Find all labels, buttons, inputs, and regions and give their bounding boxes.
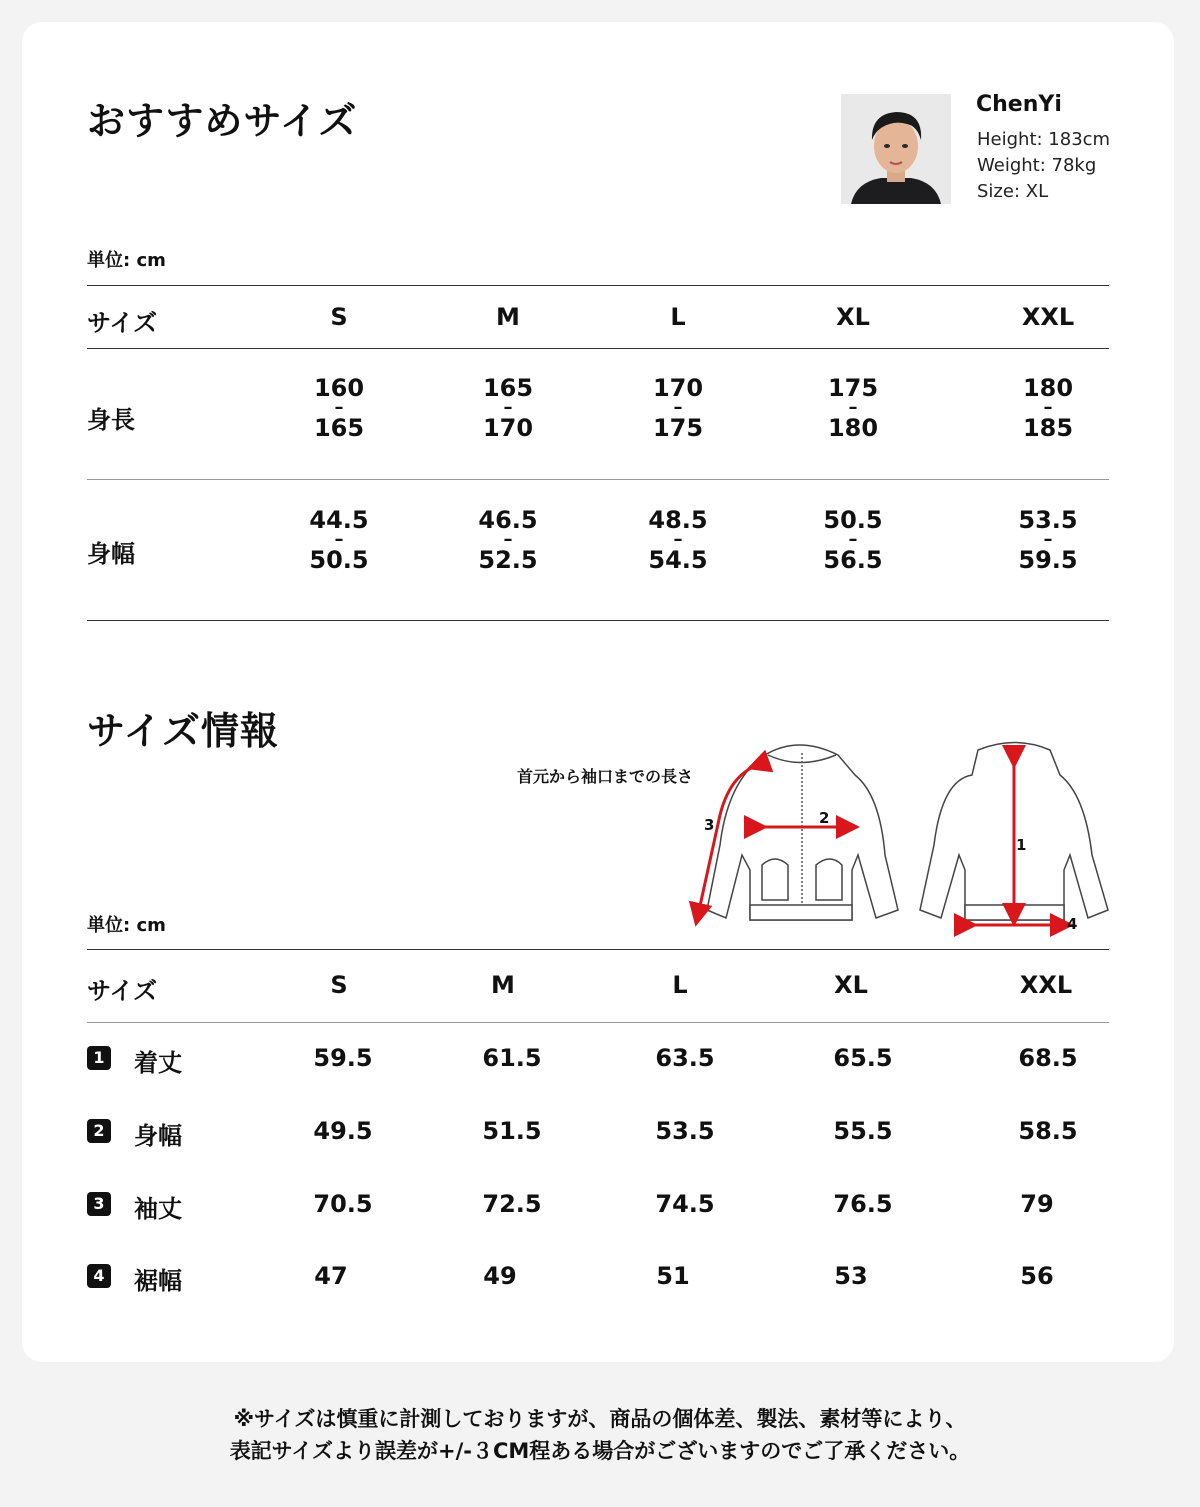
info-header-size: サイズ [87,977,158,1005]
rec-height-xl: 175 – 180 [827,374,879,442]
hem-m: 49 [483,1262,517,1290]
rec-chest-xxl: 53.5 – 59.5 [1018,506,1078,574]
chest-s: 49.5 [313,1117,373,1145]
rec-header-xxl: XXL [1021,303,1075,331]
rec-row-height-label: 身長 [87,406,135,434]
marker-4: 4 [1067,915,1078,933]
hem-xl: 53 [834,1262,868,1290]
rec-chest-s: 44.5 – 50.5 [309,506,369,574]
size-chart-card [22,22,1174,1362]
rec-chest-m: 46.5 – 52.5 [478,506,538,574]
front-view [707,745,898,920]
rec-height-m: 165 – 170 [482,374,534,442]
marker-2: 2 [819,809,830,827]
info-header-s: S [330,971,348,999]
rec-header-s: S [330,303,348,331]
sleeve-xxl: 79 [1020,1190,1054,1218]
divider [87,348,1109,349]
rec-height-xxl: 180 – 185 [1022,374,1074,442]
disclaimer-line-2: 表記サイズより誤差が+/-３CM程ある場合がございますのでご了承ください。 [229,1439,971,1463]
chest-l: 53.5 [655,1117,715,1145]
length-xxl: 68.5 [1018,1044,1078,1072]
row-number-badge: 4 [87,1264,111,1288]
marker-1: 1 [1016,836,1027,854]
length-l: 63.5 [655,1044,715,1072]
sleeve-l: 74.5 [655,1190,715,1218]
disclaimer-line-1: ※サイズは慎重に計測しておりますが、商品の個体差、製法、素材等により、 [233,1407,967,1431]
marker-3: 3 [704,816,715,834]
info-row-chest-label: 身幅 [134,1122,182,1150]
model-weight: Weight: 78kg [977,155,1097,176]
rec-height-l: 170 – 175 [652,374,704,442]
hem-s: 47 [314,1262,348,1290]
info-header-xl: XL [834,971,868,999]
model-height: Height: 183cm [977,129,1111,150]
rec-row-chest-label: 身幅 [87,540,135,568]
size-info-title: サイズ情報 [87,709,279,753]
hoodie-diagram [680,735,1130,940]
chest-xl: 55.5 [833,1117,893,1145]
info-header-xxl: XXL [1019,971,1073,999]
hem-l: 51 [656,1262,690,1290]
model-photo [841,94,951,204]
row-number-badge: 3 [87,1192,111,1216]
sleeve-s: 70.5 [313,1190,373,1218]
divider [87,1022,1109,1023]
rec-header-l: L [670,303,686,331]
sleeve-length-note: 首元から袖口までの長さ [517,767,694,786]
info-row-length-label: 着丈 [134,1049,182,1077]
length-xl: 65.5 [833,1044,893,1072]
info-row-sleeve-label: 袖丈 [134,1195,182,1223]
rec-header-xl: XL [836,303,870,331]
info-row-hem-label: 裾幅 [134,1267,182,1295]
row-number-badge: 2 [87,1119,111,1143]
model-size: Size: XL [977,181,1049,202]
rec-height-s: 160 – 165 [313,374,365,442]
divider [87,285,1109,286]
rec-chest-xl: 50.5 – 56.5 [823,506,883,574]
chest-xxl: 58.5 [1018,1117,1078,1145]
info-header-m: M [491,971,515,999]
hem-xxl: 56 [1020,1262,1054,1290]
rec-chest-l: 48.5 – 54.5 [648,506,708,574]
rec-header-m: M [496,303,520,331]
info-unit: 単位: cm [87,915,166,936]
sleeve-m: 72.5 [482,1190,542,1218]
info-header-l: L [672,971,688,999]
row-number-badge: 1 [87,1046,111,1070]
divider [87,479,1109,480]
divider [87,949,1109,950]
length-s: 59.5 [313,1044,373,1072]
sleeve-xl: 76.5 [833,1190,893,1218]
recommended-size-title: おすすめサイズ [87,99,358,143]
model-name: ChenYi [976,92,1062,117]
rec-header-size: サイズ [87,309,158,337]
chest-m: 51.5 [482,1117,542,1145]
length-m: 61.5 [482,1044,542,1072]
divider [87,620,1109,621]
recommended-unit: 単位: cm [87,250,166,271]
